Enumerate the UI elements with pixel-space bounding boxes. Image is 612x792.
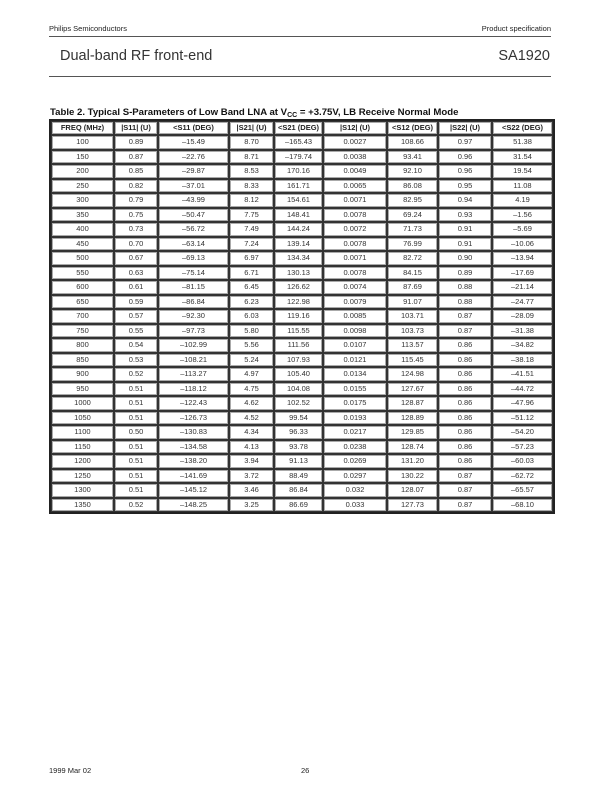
table-cell: 0.51 [114,411,158,426]
table-cell: –63.14 [158,237,229,252]
table-cell: 450 [51,237,114,252]
table-cell: 1300 [51,483,114,498]
table-cell: 128.74 [387,440,438,455]
table-cell: 91.07 [387,295,438,310]
table-cell: 3.72 [229,469,274,484]
part-number: SA1920 [498,48,550,64]
table-cell: 0.88 [438,295,492,310]
table-cell: 86.84 [274,483,323,498]
table-cell: 104.08 [274,382,323,397]
table-row [51,295,553,310]
table-cell: 8.12 [229,193,274,208]
table-cell: 0.87 [438,469,492,484]
table-cell: 550 [51,266,114,281]
table-cell: 107.93 [274,353,323,368]
table-cell: 115.55 [274,324,323,339]
table-row [51,425,553,440]
table-cell: 0.87 [438,483,492,498]
table-cell: 31.54 [492,150,553,165]
table-cell: 7.75 [229,208,274,223]
table-cell: –43.99 [158,193,229,208]
table-cell: 500 [51,251,114,266]
table-cell: 130.13 [274,266,323,281]
table-cell: 3.46 [229,483,274,498]
column-header: <S11 (DEG) [158,121,229,135]
table-cell: 3.94 [229,454,274,469]
table-cell: 154.61 [274,193,323,208]
caption-text-end: = +3.75V, LB Receive Normal Mode [297,107,459,118]
table-cell: 0.86 [438,411,492,426]
table-cell: 19.54 [492,164,553,179]
table-row [51,382,553,397]
table-row [51,193,553,208]
table-cell: 69.24 [387,208,438,223]
table-cell: 0.86 [438,440,492,455]
footer-date: 1999 Mar 02 [49,766,92,775]
table-cell: 750 [51,324,114,339]
table-cell: 170.16 [274,164,323,179]
table-cell: 0.52 [114,367,158,382]
table-cell: 92.10 [387,164,438,179]
table-cell: 0.51 [114,483,158,498]
table-cell: 99.54 [274,411,323,426]
table-cell: 0.0078 [323,208,387,223]
table-cell: –44.72 [492,382,553,397]
table-cell: 93.78 [274,440,323,455]
table-cell: 5.80 [229,324,274,339]
table-cell: 91.13 [274,454,323,469]
table-cell: 86.08 [387,179,438,194]
table-cell: 0.0121 [323,353,387,368]
table-cell: –113.27 [158,367,229,382]
table-cell: 124.98 [387,367,438,382]
table-cell: 105.40 [274,367,323,382]
table-cell: 128.87 [387,396,438,411]
table-cell: 0.0134 [323,367,387,382]
table-cell: 0.51 [114,454,158,469]
table-cell: 0.51 [114,469,158,484]
table-cell: 400 [51,222,114,237]
table-cell: 6.45 [229,280,274,295]
table-cell: 4.34 [229,425,274,440]
table-cell: 4.52 [229,411,274,426]
table-cell: –28.09 [492,309,553,324]
table-cell: –75.14 [158,266,229,281]
table-cell: 129.85 [387,425,438,440]
table-cell: 8.70 [229,135,274,150]
table-cell: –22.76 [158,150,229,165]
table-cell: –108.21 [158,353,229,368]
table-cell: 0.89 [438,266,492,281]
column-header: |S22| (U) [438,121,492,135]
table-cell: 0.91 [438,222,492,237]
table-cell: 0.0074 [323,280,387,295]
column-header: |S21| (U) [229,121,274,135]
table-cell: 6.97 [229,251,274,266]
table-cell: 88.49 [274,469,323,484]
table-cell: 8.33 [229,179,274,194]
table-cell: 0.50 [114,425,158,440]
table-cell: 0.67 [114,251,158,266]
table-cell: 0.51 [114,440,158,455]
title-rule [49,76,551,77]
table-cell: 0.0027 [323,135,387,150]
table-cell: 84.15 [387,266,438,281]
table-cell: 700 [51,309,114,324]
table-cell: 350 [51,208,114,223]
table-cell: 134.34 [274,251,323,266]
table-cell: 0.0078 [323,237,387,252]
table-header-row [51,121,553,135]
table-cell: 51.38 [492,135,553,150]
table-cell: 0.0072 [323,222,387,237]
table-cell: –102.99 [158,338,229,353]
table-cell: –5.69 [492,222,553,237]
table-cell: 0.88 [438,280,492,295]
table-cell: 1200 [51,454,114,469]
table-cell: 103.73 [387,324,438,339]
table-cell: 600 [51,280,114,295]
table-cell: –62.72 [492,469,553,484]
table-cell: –118.12 [158,382,229,397]
table-cell: 144.24 [274,222,323,237]
table-cell: 0.0078 [323,266,387,281]
table-cell: 0.70 [114,237,158,252]
table-cell: 0.53 [114,353,158,368]
table-cell: –56.72 [158,222,229,237]
table-cell: –179.74 [274,150,323,165]
table-cell: 76.99 [387,237,438,252]
table-cell: 0.89 [114,135,158,150]
table-cell: –31.38 [492,324,553,339]
table-cell: –134.58 [158,440,229,455]
table-cell: 0.032 [323,483,387,498]
table-cell: 100 [51,135,114,150]
table-cell: 86.69 [274,498,323,513]
table-cell: –41.51 [492,367,553,382]
table-cell: 5.56 [229,338,274,353]
table-cell: 650 [51,295,114,310]
table-row [51,251,553,266]
table-cell: 1250 [51,469,114,484]
table-row [51,150,553,165]
table-cell: –50.47 [158,208,229,223]
header-doc-type: Product specification [481,24,551,33]
table-cell: 4.97 [229,367,274,382]
table-cell: 0.57 [114,309,158,324]
table-cell: 0.96 [438,150,492,165]
table-cell: 0.033 [323,498,387,513]
table-cell: 161.71 [274,179,323,194]
table-cell: 150 [51,150,114,165]
table-cell: 0.87 [438,498,492,513]
table-cell: 87.69 [387,280,438,295]
table-cell: 108.66 [387,135,438,150]
table-cell: –51.12 [492,411,553,426]
table-cell: –47.96 [492,396,553,411]
table-cell: –29.87 [158,164,229,179]
table-cell: 0.86 [438,338,492,353]
table-cell: 0.0175 [323,396,387,411]
table-cell: 8.71 [229,150,274,165]
header-rule [49,36,551,37]
table-cell: –130.83 [158,425,229,440]
table-row [51,266,553,281]
document-title: Dual-band RF front-end [60,48,213,64]
column-header: |S11| (U) [114,121,158,135]
table-cell: 900 [51,367,114,382]
table-cell: 0.0038 [323,150,387,165]
table-row [51,440,553,455]
table-cell: 0.73 [114,222,158,237]
table-cell: –15.49 [158,135,229,150]
table-row [51,353,553,368]
table-cell: 0.0098 [323,324,387,339]
table-row [51,164,553,179]
table-cell: –122.43 [158,396,229,411]
table-cell: 6.03 [229,309,274,324]
table-cell: 113.57 [387,338,438,353]
table-cell: 127.73 [387,498,438,513]
table-cell: 0.61 [114,280,158,295]
table-cell: 200 [51,164,114,179]
table-cell: 0.0049 [323,164,387,179]
table-cell: 0.52 [114,498,158,513]
table-cell: 0.51 [114,396,158,411]
table-cell: 115.45 [387,353,438,368]
table-cell: 0.86 [438,353,492,368]
table-cell: 5.24 [229,353,274,368]
table-cell: 0.86 [438,425,492,440]
table-cell: –86.84 [158,295,229,310]
table-cell: –92.30 [158,309,229,324]
table-cell: –65.57 [492,483,553,498]
table-cell: –60.03 [492,454,553,469]
table-cell: –10.06 [492,237,553,252]
table-cell: 1150 [51,440,114,455]
table-cell: –1.56 [492,208,553,223]
table-row [51,483,553,498]
table-cell: 0.0071 [323,193,387,208]
table-cell: 7.49 [229,222,274,237]
table-row [51,222,553,237]
table-cell: 0.91 [438,237,492,252]
table-cell: 0.0071 [323,251,387,266]
table-row [51,179,553,194]
table-cell: 93.41 [387,150,438,165]
table-row [51,454,553,469]
table-cell: 0.0065 [323,179,387,194]
table-cell: 6.71 [229,266,274,281]
table-cell: 128.07 [387,483,438,498]
table-cell: 0.85 [114,164,158,179]
table-cell: 103.71 [387,309,438,324]
caption-subscript: CC [287,112,298,119]
table-cell: 0.82 [114,179,158,194]
table-row [51,237,553,252]
header-company: Philips Semiconductors [49,24,127,33]
table-cell: –148.25 [158,498,229,513]
table-cell: 850 [51,353,114,368]
table-cell: 82.72 [387,251,438,266]
table-cell: 71.73 [387,222,438,237]
table-cell: 300 [51,193,114,208]
table-cell: 11.08 [492,179,553,194]
table-row [51,396,553,411]
table-cell: 3.25 [229,498,274,513]
table-cell: 1000 [51,396,114,411]
table-cell: 800 [51,338,114,353]
table-row [51,338,553,353]
table-cell: 0.94 [438,193,492,208]
table-cell: 0.0297 [323,469,387,484]
table-row [51,135,553,150]
table-cell: 0.51 [114,382,158,397]
table-cell: 1350 [51,498,114,513]
table-cell: 0.87 [438,324,492,339]
table-cell: 0.87 [438,309,492,324]
table-cell: –68.10 [492,498,553,513]
table-cell: 4.13 [229,440,274,455]
caption-text: Table 2. Typical S-Parameters of Low Band LNA at V [50,107,288,118]
table-cell: 82.95 [387,193,438,208]
table-cell: 6.23 [229,295,274,310]
table-cell: 148.41 [274,208,323,223]
table-cell: –17.69 [492,266,553,281]
table-cell: 0.96 [438,164,492,179]
table-cell: –81.15 [158,280,229,295]
table-cell: 0.54 [114,338,158,353]
table-cell: 0.86 [438,382,492,397]
table-cell: 950 [51,382,114,397]
table-cell: 127.67 [387,382,438,397]
table-cell: 0.86 [438,396,492,411]
table-cell: 0.63 [114,266,158,281]
table-cell: 0.0238 [323,440,387,455]
table-cell: 0.97 [438,135,492,150]
table-row [51,469,553,484]
table-cell: –21.14 [492,280,553,295]
table-cell: –145.12 [158,483,229,498]
table-cell: 119.16 [274,309,323,324]
table-row [51,324,553,339]
table-cell: 122.98 [274,295,323,310]
table-cell: 250 [51,179,114,194]
table-cell: 0.87 [114,150,158,165]
table-row [51,208,553,223]
table-cell: 1050 [51,411,114,426]
table-cell: 7.24 [229,237,274,252]
table-cell: 0.86 [438,454,492,469]
table-cell: 139.14 [274,237,323,252]
table-cell: –24.77 [492,295,553,310]
table-cell: 102.52 [274,396,323,411]
table-cell: 0.0155 [323,382,387,397]
table-cell: –57.23 [492,440,553,455]
table-cell: 4.62 [229,396,274,411]
table-cell: –138.20 [158,454,229,469]
table-cell: 126.62 [274,280,323,295]
s-parameter-table [49,119,555,514]
table-cell: 0.55 [114,324,158,339]
table-cell: 0.0107 [323,338,387,353]
table-row [51,367,553,382]
table-cell: 8.53 [229,164,274,179]
table-cell: 128.89 [387,411,438,426]
table-cell: –165.43 [274,135,323,150]
table-cell: 0.0079 [323,295,387,310]
table-cell: 131.20 [387,454,438,469]
table-cell: –54.20 [492,425,553,440]
table-cell: 4.19 [492,193,553,208]
table-cell: 0.93 [438,208,492,223]
table-cell: 0.0269 [323,454,387,469]
page-number: 26 [301,766,310,775]
table-cell: 0.95 [438,179,492,194]
column-header: <S22 (DEG) [492,121,553,135]
table-cell: –126.73 [158,411,229,426]
column-header: <S12 (DEG) [387,121,438,135]
table-cell: 1100 [51,425,114,440]
column-header: <S21 (DEG) [274,121,323,135]
table-cell: 0.0193 [323,411,387,426]
table-cell: 0.79 [114,193,158,208]
table-cell: –141.69 [158,469,229,484]
column-header: FREQ (MHz) [51,121,114,135]
table-cell: –97.73 [158,324,229,339]
table-cell: 96.33 [274,425,323,440]
table-cell: 0.0217 [323,425,387,440]
table-row [51,309,553,324]
table-cell: –13.94 [492,251,553,266]
table-cell: 0.75 [114,208,158,223]
table-cell: –34.82 [492,338,553,353]
table-cell: –37.01 [158,179,229,194]
table-cell: –38.18 [492,353,553,368]
column-header: |S12| (U) [323,121,387,135]
table-cell: 4.75 [229,382,274,397]
table-cell: –69.13 [158,251,229,266]
table-caption [50,107,458,119]
table-cell: 111.56 [274,338,323,353]
table-row [51,498,553,513]
table-cell: 0.59 [114,295,158,310]
table-row [51,280,553,295]
table-cell: 0.90 [438,251,492,266]
table-cell: 130.22 [387,469,438,484]
table-cell: 0.0085 [323,309,387,324]
table-cell: 0.86 [438,367,492,382]
table-row [51,411,553,426]
